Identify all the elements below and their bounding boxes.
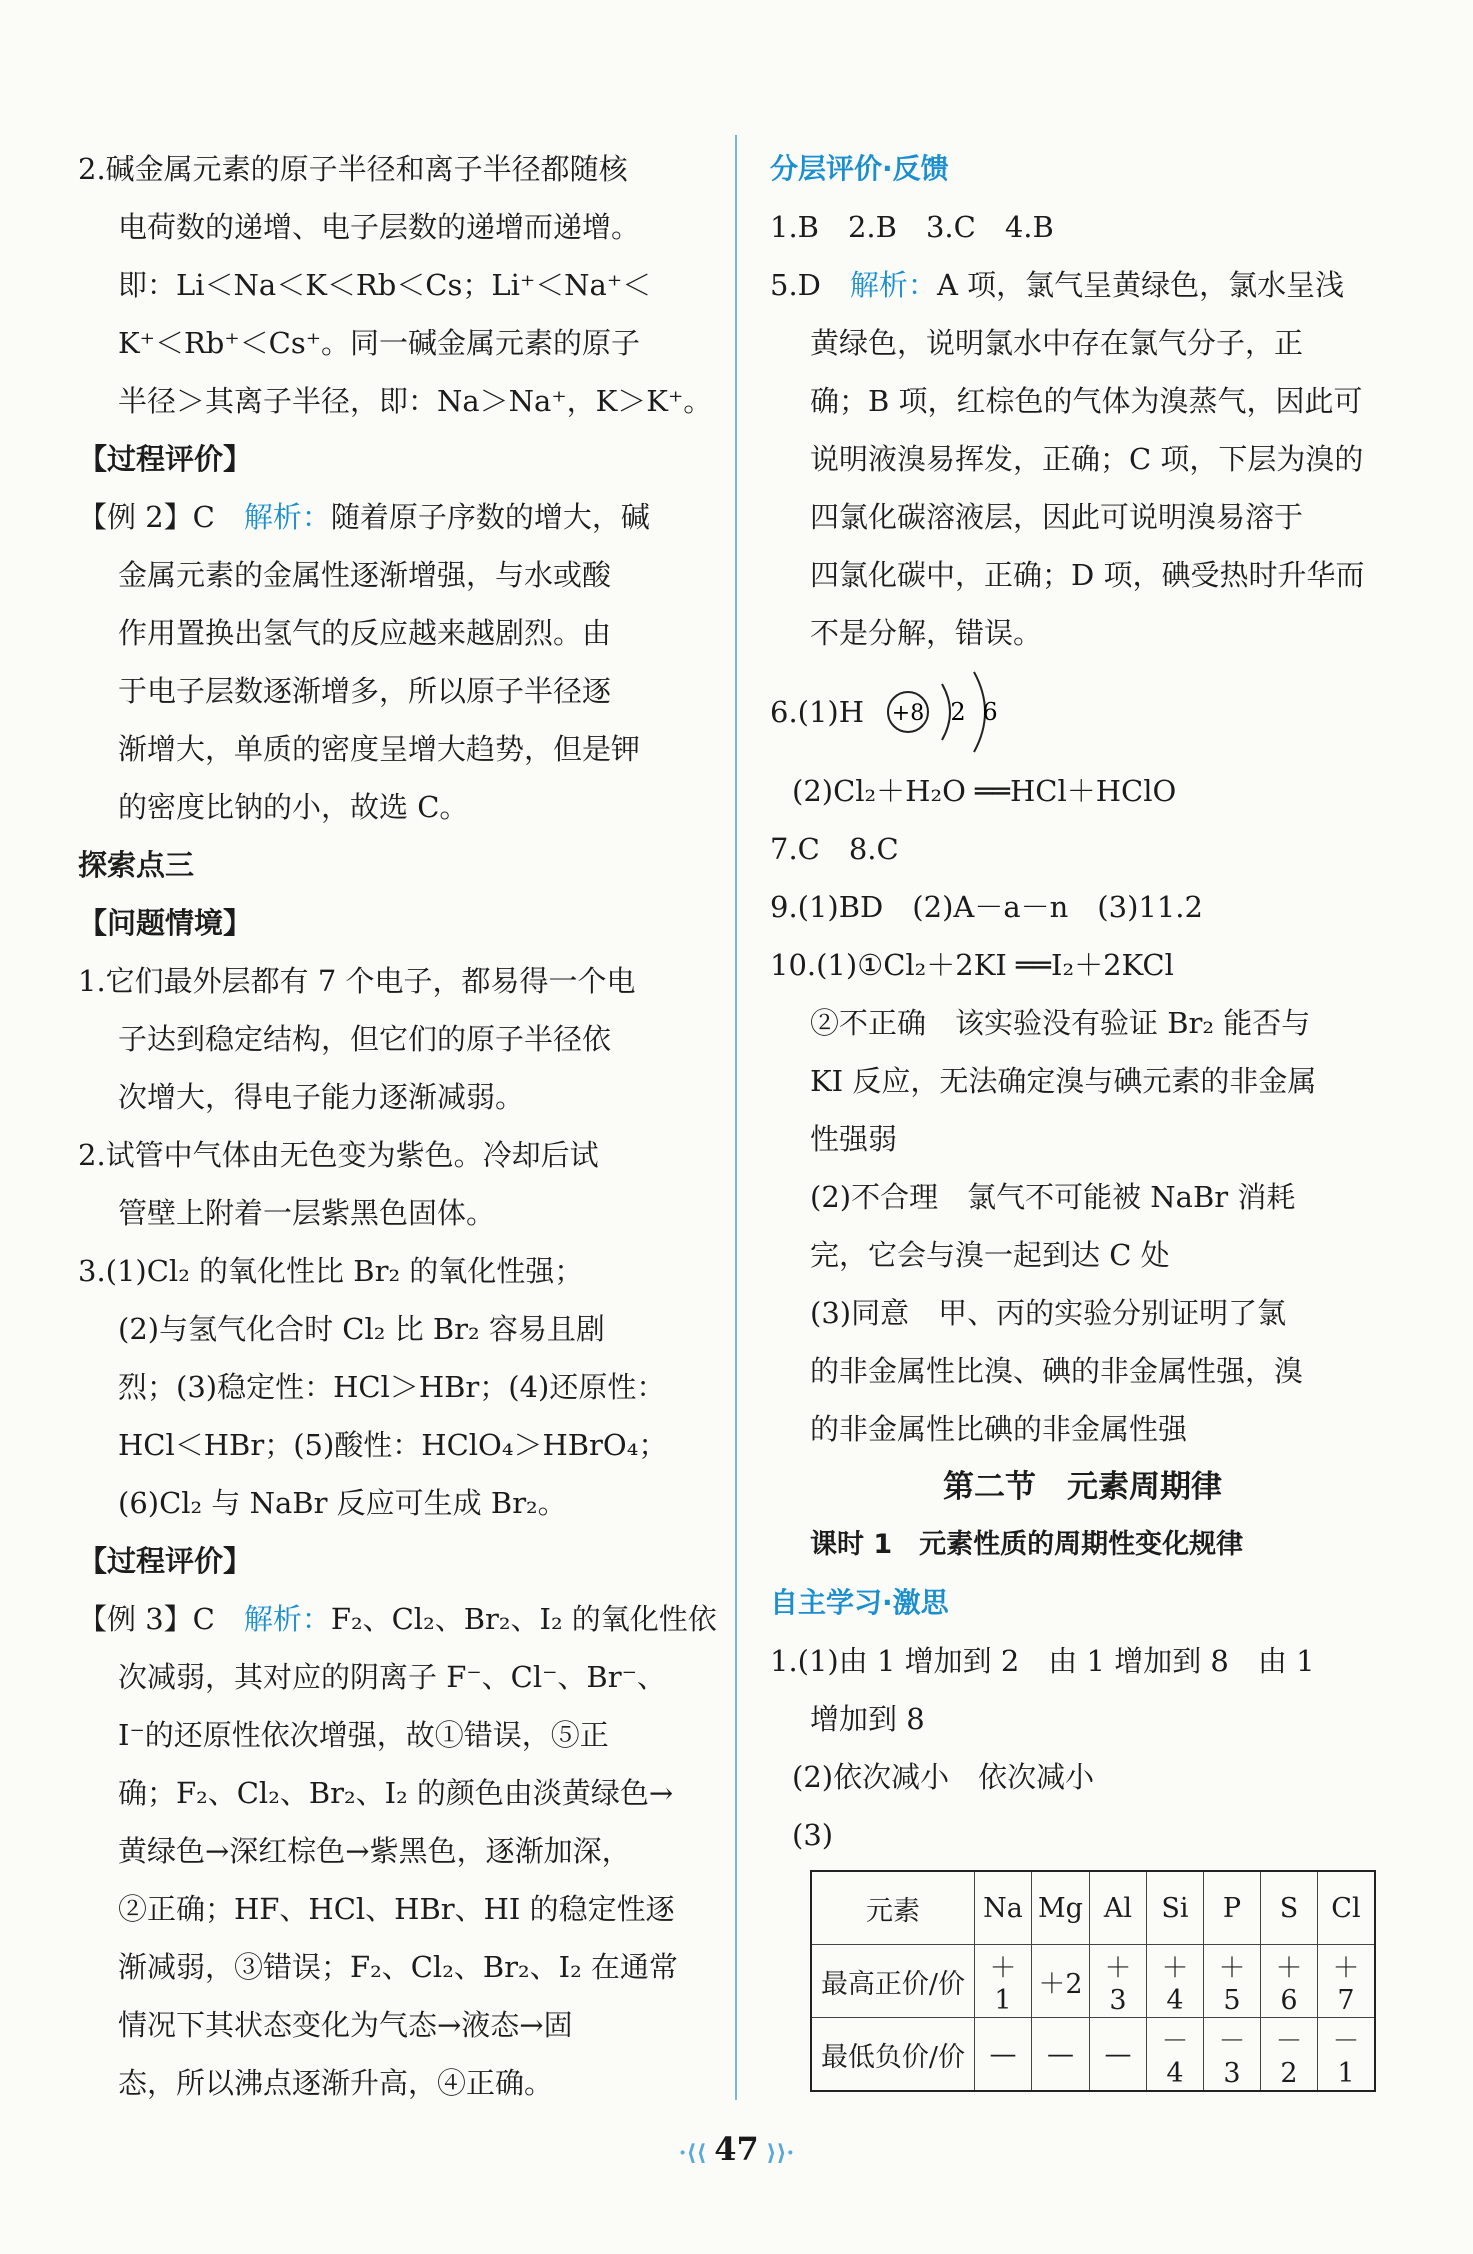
table-cell: ＋4 xyxy=(1146,1945,1203,2018)
section-heading-blue: 自主学习·激思 xyxy=(770,1586,949,1619)
example-label: 【例 3】C xyxy=(78,1602,244,1636)
text-line: (2)与氢气化合时 Cl₂ 比 Br₂ 容易且剧 xyxy=(118,1312,605,1346)
shell-electrons-1: 2 xyxy=(950,698,966,726)
table-cell: ＋5 xyxy=(1203,1945,1260,2018)
text-line: 电荷数的递增、电子层数的递增而递增。 xyxy=(118,210,641,244)
text-line: 作用置换出氢气的反应越来越剧烈。由 xyxy=(118,616,612,650)
table-cell: Mg xyxy=(1032,1871,1090,1945)
example-text: 随着原子序数的增大，碱 xyxy=(330,500,650,534)
analysis-label: 解析： xyxy=(849,268,937,302)
example-label: 【例 2】C xyxy=(78,500,244,534)
section-heading: 【过程评价】 xyxy=(78,1544,253,1578)
example-3-line xyxy=(78,1590,717,1648)
text-line: 子达到稳定结构，但它们的原子半径依 xyxy=(118,1022,612,1056)
text-line: 态，所以沸点逐渐升高，④正确。 xyxy=(118,2066,554,2100)
answer-label: 6.(1)H xyxy=(770,695,865,729)
ornament-icon: ·⟨⟨ xyxy=(678,2140,715,2166)
shell-electrons-2: 6 xyxy=(982,698,998,726)
text-line: 次增大，得电子能力逐渐减弱。 xyxy=(118,1080,525,1114)
column-divider xyxy=(735,135,737,2100)
table-row xyxy=(811,2018,1375,2092)
text-line: 2.碱金属元素的原子半径和离子半径都随核 xyxy=(78,152,628,186)
answer-line: 1.B 2.B 3.C 4.B xyxy=(770,210,1054,244)
table-cell: — xyxy=(1032,2018,1090,2092)
table-cell: ＋6 xyxy=(1260,1945,1317,2018)
table-cell: －3 xyxy=(1203,2018,1260,2092)
text-line: 管壁上附着一层紫黑色固体。 xyxy=(118,1196,496,1230)
text-line: 次减弱，其对应的阴离子 F⁻、Cl⁻、Br⁻、 xyxy=(118,1660,666,1694)
table-cell: 最低负价/价 xyxy=(811,2018,975,2092)
text-line: 黄绿色，说明氯水中存在氯气分子，正 xyxy=(810,326,1304,360)
analysis-label: 解析： xyxy=(243,500,331,534)
text-line: 不是分解，错误。 xyxy=(810,616,1043,650)
section-heading: 探索点三 xyxy=(78,848,195,882)
text-line: 3.(1)Cl₂ 的氧化性比 Br₂ 的氧化性强； xyxy=(78,1254,584,1288)
answer-text: A 项，氯气呈黄绿色，氯水呈浅 xyxy=(936,268,1345,302)
table-cell: P xyxy=(1203,1871,1260,1945)
table-header-row xyxy=(811,1871,1375,1945)
table-cell: ＋1 xyxy=(975,1945,1032,2018)
table-cell: 元素 xyxy=(811,1871,975,1945)
text-line: ②不正确 该实验没有验证 Br₂ 能否与 xyxy=(810,1006,1311,1040)
text-line: 四氯化碳中，正确；D 项，碘受热时升华而 xyxy=(810,558,1365,592)
text-line: 2.试管中气体由无色变为紫色。冷却后试 xyxy=(78,1138,599,1172)
atom-structure-diagram xyxy=(884,662,1024,762)
text-line: 完，它会与溴一起到达 C 处 xyxy=(810,1238,1170,1272)
text-line: 烈；(3)稳定性：HCl＞HBr；(4)还原性： xyxy=(118,1370,666,1404)
ornament-icon: ⟩⟩· xyxy=(758,2140,795,2166)
table-cell: Cl xyxy=(1317,1871,1375,1945)
table-cell: －2 xyxy=(1260,2018,1317,2092)
text-line: 1.它们最外层都有 7 个电子，都易得一个电 xyxy=(78,964,636,998)
text-line: 四氯化碳溶液层，因此可说明溴易溶于 xyxy=(810,500,1304,534)
answer-label: 5.D xyxy=(770,268,850,302)
table-cell: — xyxy=(1089,2018,1146,2092)
text-line: 金属元素的金属性逐渐增强，与水或酸 xyxy=(118,558,612,592)
text-line: ②正确；HF、HCl、HBr、HI 的稳定性逐 xyxy=(118,1892,675,1926)
section-heading-blue: 分层评价·反馈 xyxy=(770,152,949,185)
electron-shell-arc xyxy=(942,684,950,740)
table-row xyxy=(811,1945,1375,2018)
page-number: 47 xyxy=(714,2130,759,2168)
example-text: F₂、Cl₂、Br₂、I₂ 的氧化性依 xyxy=(330,1602,717,1636)
table-cell: －1 xyxy=(1317,2018,1375,2092)
text-line: 的非金属性比碘的非金属性强 xyxy=(810,1412,1188,1446)
text-line: (2)依次减小 依次减小 xyxy=(792,1760,1095,1794)
text-line: 确；B 项，红棕色的气体为溴蒸气，因此可 xyxy=(810,384,1363,418)
equation-line: (2)Cl₂＋H₂O ══HCl＋HClO xyxy=(792,774,1177,808)
page-number-footer xyxy=(0,2130,1473,2168)
text-line: (3)同意 甲、丙的实验分别证明了氯 xyxy=(810,1296,1287,1330)
text-line: 增加到 8 xyxy=(810,1702,925,1736)
text-line: 于电子层数逐渐增多，所以原子半径逐 xyxy=(118,674,612,708)
text-line: 黄绿色→深红棕色→紫黑色，逐渐加深， xyxy=(118,1834,631,1868)
table-cell: ＋2 xyxy=(1032,1945,1090,2018)
section-heading: 【过程评价】 xyxy=(78,442,253,476)
text-line: I⁻的还原性依次增强，故①错误，⑤正 xyxy=(118,1718,609,1752)
table-cell: — xyxy=(975,2018,1032,2092)
text-line: 1.(1)由 1 增加到 2 由 1 增加到 8 由 1 xyxy=(770,1644,1315,1678)
text-line: 即：Li＜Na＜K＜Rb＜Cs；Li⁺＜Na⁺＜ xyxy=(118,268,652,302)
answer-6-1-row xyxy=(770,662,1395,762)
answer-line: 9.(1)BD (2)A－a－n (3)11.2 xyxy=(770,890,1203,924)
table-cell: ＋3 xyxy=(1089,1945,1146,2018)
table-cell: Na xyxy=(975,1871,1032,1945)
table-cell: －4 xyxy=(1146,2018,1203,2092)
section-title: 第二节 元素周期律 xyxy=(943,1469,1222,1505)
text-line: 情况下其状态变化为气态→液态→固 xyxy=(118,2008,573,2042)
text-line: HCl＜HBr；(5)酸性：HClO₄＞HBrO₄； xyxy=(118,1428,668,1462)
text-line: (6)Cl₂ 与 NaBr 反应可生成 Br₂。 xyxy=(118,1486,567,1520)
equation-line: 10.(1)①Cl₂＋2KI ══I₂＋2KCl xyxy=(770,948,1174,982)
example-2-line xyxy=(78,488,698,546)
text-line: 的密度比钠的小，故选 C。 xyxy=(118,790,469,824)
answer-line: 7.C 8.C xyxy=(770,832,899,866)
element-valence-table xyxy=(810,1870,1376,2092)
text-line: 性强弱 xyxy=(810,1122,898,1156)
text-line: 说明液溴易挥发，正确；C 项，下层为溴的 xyxy=(810,442,1364,476)
right-column xyxy=(770,140,1395,2092)
text-line: (2)不合理 氯气不可能被 NaBr 消耗 xyxy=(810,1180,1296,1214)
table-cell: S xyxy=(1260,1871,1317,1945)
table-cell: 最高正价/价 xyxy=(811,1945,975,2018)
left-column xyxy=(78,140,717,2112)
text-line: 渐增大，单质的密度呈增大趋势，但是钾 xyxy=(118,732,641,766)
section-heading: 【问题情境】 xyxy=(78,906,253,940)
table-cell: Al xyxy=(1089,1871,1146,1945)
text-line: 渐减弱，③错误；F₂、Cl₂、Br₂、I₂ 在通常 xyxy=(118,1950,678,1984)
table-cell: Si xyxy=(1146,1871,1203,1945)
answer-5-line xyxy=(770,256,1395,314)
analysis-label: 解析： xyxy=(243,1602,331,1636)
lesson-title: 课时 1 元素性质的周期性变化规律 xyxy=(810,1529,1244,1560)
text-line: K⁺＜Rb⁺＜Cs⁺。同一碱金属元素的原子 xyxy=(118,326,641,360)
text-line: 半径＞其离子半径，即：Na＞Na⁺，K＞K⁺。 xyxy=(118,384,713,418)
text-line: 确；F₂、Cl₂、Br₂、I₂ 的颜色由淡黄绿色→ xyxy=(118,1776,674,1810)
text-line: KI 反应，无法确定溴与碘元素的非金属 xyxy=(810,1064,1317,1098)
table-cell: ＋7 xyxy=(1317,1945,1375,2018)
nucleus-charge: +8 xyxy=(891,701,925,726)
text-line: 的非金属性比溴、碘的非金属性强，溴 xyxy=(810,1354,1304,1388)
text-line: (3) xyxy=(792,1818,834,1852)
